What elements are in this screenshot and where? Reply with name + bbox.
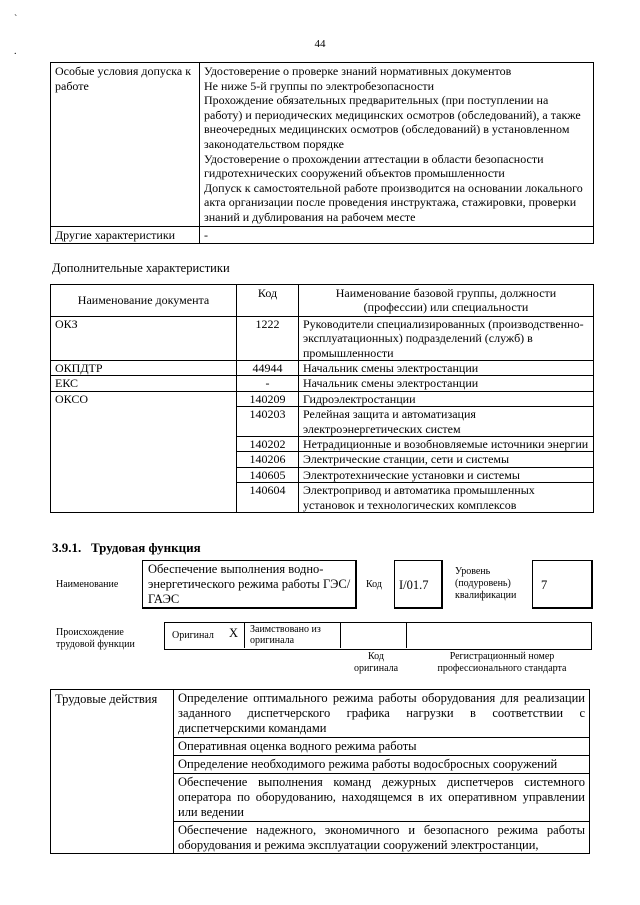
special-conditions-list [200, 63, 594, 227]
doc-cell [51, 407, 237, 437]
action-item: Определение оптимального режима работы оборудования для реализации заданного диспетчерского графика нагрузки в соответствии с диспетчерскими командами [174, 690, 590, 738]
name-cell: Электропривод и автоматика промышленных установок и технологических комплексов [299, 483, 594, 513]
table-row [51, 376, 594, 391]
table-row [51, 452, 594, 467]
admission-conditions-table [50, 62, 594, 244]
other-characteristics-value: - [200, 226, 594, 244]
level-label: Уровень (подуровень) квалификации [455, 566, 517, 601]
doc-cell [51, 452, 237, 467]
header-code: Код [237, 285, 299, 317]
name-cell: Электротехнические установки и системы [299, 467, 594, 482]
name-cell: Релейная защита и автоматизация электроэнергетических систем [299, 407, 594, 437]
doc-cell [51, 437, 237, 452]
header-doc: Наименование документа [51, 285, 237, 317]
action-item: Определение необходимого режима работы водосбросных сооружений [174, 756, 590, 774]
table-row [51, 483, 594, 513]
code-cell: 140209 [237, 391, 299, 406]
name-cell: Начальник смены электростанции [299, 376, 594, 391]
scan-mark: . [14, 46, 17, 57]
code-cell: 140206 [237, 452, 299, 467]
code-cell: 140202 [237, 437, 299, 452]
labor-actions-table [50, 689, 590, 854]
code-cell: - [237, 376, 299, 391]
function-name: Обеспечение выполнения водно-энергетического режима работы ГЭС/ГАЭС [148, 562, 351, 606]
table-row [51, 316, 594, 360]
name-cell: Руководители специализированных (производственно-эксплуатационных) подразделений (служб) в промышленности [299, 316, 594, 360]
header-name: Наименование базовой группы, должности (профессии) или специальности [299, 285, 594, 317]
additional-characteristics-title: Дополнительные характеристики [52, 261, 230, 275]
condition-item: Допуск к самостоятельной работе производится на основании локального акта организации после проведения инструктажа, стажировки, проверки знаний и дублирования на рабочем месте [204, 180, 583, 224]
divider [244, 622, 245, 648]
table-row [51, 407, 594, 437]
code-original-label: Код оригинала [353, 651, 399, 674]
level-box [532, 560, 593, 609]
code-cell: 140203 [237, 407, 299, 437]
labor-actions-label: Трудовые действия [51, 690, 174, 854]
function-code: I/01.7 [399, 578, 429, 592]
doc-cell: ОКЗ [51, 316, 237, 360]
origin-label: Происхождение трудовой функции [56, 627, 135, 650]
code-cell: 140604 [237, 483, 299, 513]
condition-item: Не ниже 5-й группы по электробезопасности [204, 78, 434, 93]
function-name-box [142, 560, 357, 609]
reg-number-label: Регистрационный номер профессионального стандарта [437, 651, 567, 674]
doc-cell [51, 467, 237, 482]
additional-characteristics-table [50, 284, 594, 513]
original-mark: X [229, 626, 239, 640]
borrowed-label: Заимствовано из оригинала [250, 624, 321, 646]
name-label: Наименование [56, 579, 119, 590]
divider [406, 622, 407, 648]
name-cell: Нетрадиционные и возобновляемые источники энергии [299, 437, 594, 452]
condition-item: Прохождение обязательных предварительных (при поступлении на работу) и периодических медицинских осмотров (обследований), а также внеочередных медицинских осмотров (обследований) в установленном законодательством порядке [204, 93, 581, 151]
condition-item: Удостоверение о проверке знаний нормативных документов [204, 64, 512, 78]
action-item: Обеспечение выполнения команд дежурных диспетчеров системного оператора по оборудованию, находящемся в их оперативном управлении или ведении [174, 774, 590, 822]
level-value: 7 [541, 578, 548, 592]
function-code-box [394, 560, 443, 609]
name-cell: Электрические станции, сети и системы [299, 452, 594, 467]
doc-cell: ОКСО [51, 391, 237, 406]
doc-cell: ЕКС [51, 376, 237, 391]
table-row [51, 361, 594, 376]
code-cell: 140605 [237, 467, 299, 482]
name-cell: Гидроэлектростанции [299, 391, 594, 406]
code-cell: 1222 [237, 316, 299, 360]
doc-cell [51, 483, 237, 513]
original-label: Оригинал [172, 630, 214, 641]
table-row [51, 467, 594, 482]
action-item: Обеспечение надежного, экономичного и безопасного режима работы оборудования и режима эксплуатации сооружений электростанции, [174, 822, 590, 854]
code-label: Код [366, 579, 382, 590]
page-number: 44 [314, 38, 326, 50]
table-row [51, 391, 594, 406]
divider [340, 622, 341, 648]
action-item: Оперативная оценка водного режима работы [174, 738, 590, 756]
scan-mark: ` [14, 14, 18, 25]
condition-item: Удостоверение о прохождении аттестации в области безопасности гидротехнических сооружений объектов промышленности [204, 151, 544, 181]
doc-cell: ОКПДТР [51, 361, 237, 376]
table-row [51, 437, 594, 452]
other-characteristics-label: Другие характеристики [51, 226, 200, 244]
name-cell: Начальник смены электростанции [299, 361, 594, 376]
function-heading: 3.9.1. Трудовая функция [52, 540, 201, 555]
special-conditions-label: Особые условия допуска к работе [51, 63, 200, 227]
code-cell: 44944 [237, 361, 299, 376]
